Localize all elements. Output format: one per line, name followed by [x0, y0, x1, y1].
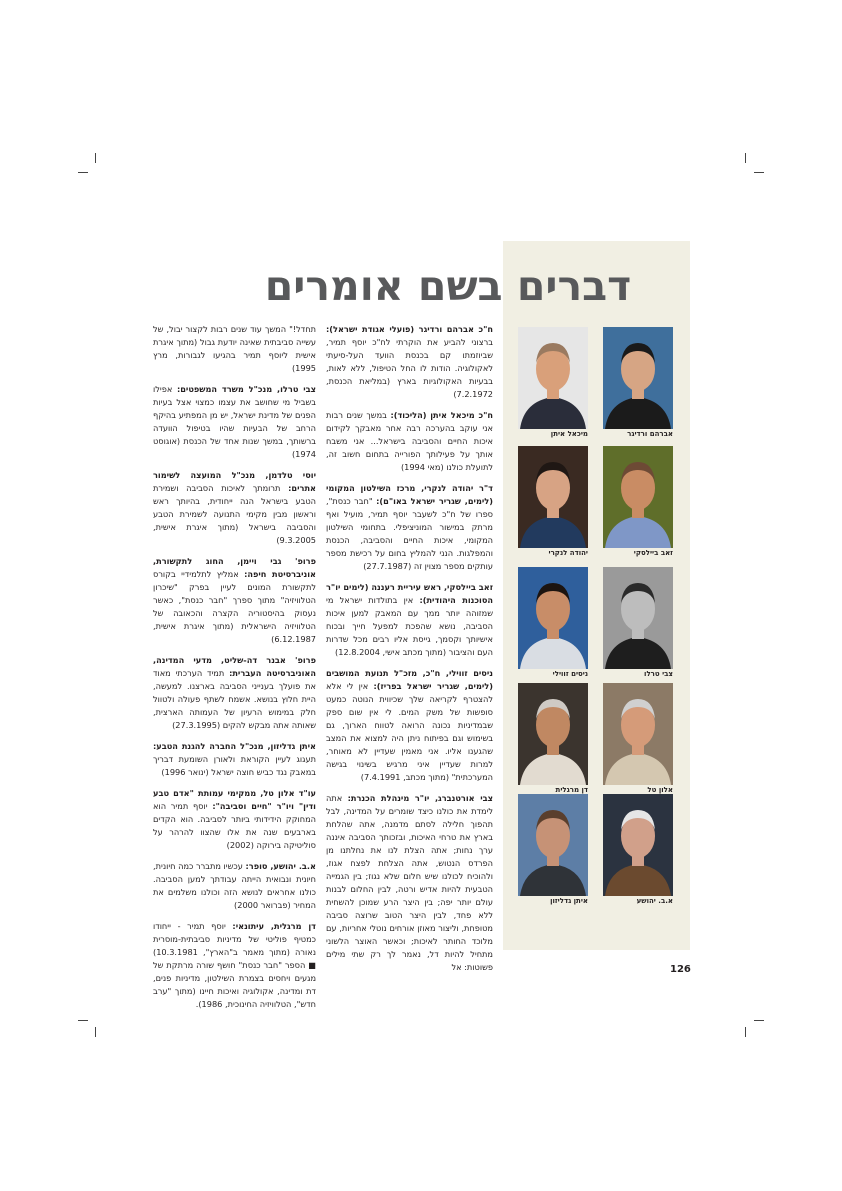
- photo-caption: איתן גדליזון: [550, 897, 588, 905]
- quote-paragraph: [153, 323, 316, 375]
- quote-paragraph: [326, 667, 493, 784]
- quote-text: אמליץ לתלמידיי בקורס לתקשורת המונים לעיין בפרק "שיכרון הטלוויזיה" מתוך ספרך "חבר כנסת", כאשר נעסוק בהיסטוריה הקצרה והכאובה של הטלוויזיה הישראלית (מתוך איגרת אישית, 6.12.1987): [153, 569, 316, 644]
- quote-text: ברצוני להביע את הוקרתי לח"כ יוסף תמיר, שביוזמתו קם בכנסת הוועד העל-סיעתי לאקולוגיה. הודות לו החל הטיפול, ללא לאות, בבעיות האקולוגיות בארץ (במליאת הכנסת, 7.2.1972): [326, 337, 493, 399]
- quote-text: יוסף תמיר - ייחודו כמטיף פוליטי של מדיניות סביבתית-מוסרית נאורה (מתוך מאמר ב"הארץ", 10.3.1981) ■ הספר "חבר כנסת" חושף שורה מרתקת של מגעים ויחסים בצמרת השילטון, מדיניות פנים, דת ומדינה, אקולוגיה ואיכות חיינו (מתוך "ערב חדש", הטלוויזיה החינוכית, 1986).: [153, 921, 316, 1009]
- quote-text: תרומתך לאיכות הסביבה ושמירת הטבע בישראל הנה ייחודית, בהיותך ראש וראשון מבין מקימי התנועה לשמירת הטבע והסביבה בישראל (מתוך איגרת אישית, 9.3.2005): [153, 483, 316, 545]
- quote-text: במשך שנים רבות אני עוקב בהערכה רבה אחר מאבקך לקידום איכות החיים והסביבה בישראל... אני משבח אותך על פעילותך הפורייה בתחום חשוב זה, לתועלת כולנו (מאי 1994): [326, 410, 493, 472]
- photo-caption: א.ב. יהושע: [636, 897, 673, 905]
- photo-caption: אברהם ורדיגר: [627, 430, 673, 438]
- portrait-photo: [518, 567, 588, 669]
- quote-author: איתן גדליזון, מנכ"ל החברה להגנת הטבע:: [153, 741, 316, 751]
- quote-author: ניסים זווילי, ח"כ, מזכ"ל תנועת המושבים (לימים, שגריר ישראל בפריז):: [326, 668, 493, 691]
- quote-text: תחדל!" המשך עוד שנים רבות לקצור יבול, של עשייה סביבתית שאינה יודעת גבול (מתוך איגרת אישית ליוסף תמיר בהגיעו לגבורות, מרץ 1995): [153, 324, 316, 373]
- crop-mark: [78, 172, 88, 173]
- photo-caption: אלון טל: [647, 786, 673, 794]
- page-title: דברים בשם אומרים: [264, 262, 632, 310]
- quote-paragraph: [153, 555, 316, 646]
- quote-author: ד"ר יהודה לנקרי, מרכז השילטון המקומי (לימים, שגריר ישראל באו"ם):: [326, 483, 493, 506]
- quote-text: "חבר כנסת", ספרו של ח"כ לשעבר יוסף תמיר, מועיל ואף מרתק במישור המוניציפלי. בתחומי השילטון המקומי, איכות החיים והסביבה, הכנסת והמפלגות. הנני להמליץ בחום על רכישת מספר עותקים מספר מצוין זה (27.7.1987): [326, 496, 493, 571]
- page-number: 126: [670, 964, 691, 975]
- crop-mark: [745, 153, 746, 163]
- quote-paragraph: [326, 792, 493, 974]
- quote-text: תעגוג לעיין הקוראת ולאורן השומעת דבריך במאבק נגד כביש חוצה ישראל (ינואר 1996): [153, 754, 316, 777]
- portrait-photo: [518, 327, 588, 429]
- crop-mark: [745, 1027, 746, 1037]
- quote-paragraph: [153, 469, 316, 547]
- quote-paragraph: [326, 323, 493, 401]
- crop-mark: [78, 1020, 88, 1021]
- photo-caption: זאב ביילסקי: [633, 549, 673, 557]
- photo-caption: יהודה לנקרי: [548, 549, 588, 557]
- quote-paragraph: [153, 383, 316, 461]
- portrait-photo: [518, 446, 588, 548]
- portrait-photo: [603, 567, 673, 669]
- quote-author: פרופ' אבנר דה-שליט, מדעי המדינה, האוניברסיטה העברית:: [153, 655, 317, 678]
- quote-text: אתה לימדת את כולנו כיצד שומרים על המדינה, לבל תהפוך חלילה לסתם מדמנה, אתה שהלחת בארץ את טרחי האיכות, ובזכותך הסביבה איננה ערך נחות; אתה הצלת לנו את נחלתנו מן הפרדס הנטוש, אתה הצלחת לפצח אגוז, ולהוכיח לכולנו שיש חלום שלא נגוז; בין הגמייה הטבעית להיות אדיש ורטה, לבין החלום לבנות עולם יותר יפה; בין היצר הרע שמוכן להשחית ללא פחד, לבין היצר הטוב שרוצה סביבה מטופחת, וליצור מאוזן אורחים נוטלי אחריות, עם מלוכד החותר לאיכות; וכאשר האוצר הלשוני מתחיל להיות דל, נאמר לך רק שתי מילים פשוטות: אל: [326, 793, 493, 972]
- quotes-column-left: [153, 323, 316, 1019]
- quote-author: פרופ' גבי ויימן, החוג לתקשורת, אוניברסיטת חיפה:: [153, 556, 316, 579]
- portrait-photo: [603, 794, 673, 896]
- quote-text: אין לי אלא להצטרף לקריאה שלך שכיווית הנוטה כמעט סופשות של משק המים. לי אין שום ספק שבמדיניות נכונה הרואה לטווח הארוך, גם בשימוש וגם בפיתוח ניתן היה למצוא את המצב שהגענו אליו. אני מאמין שעדיין לא מאוחר, למרות שעדיין איני מרגיש בשינוי בגישה המערכתית" (מתוך מכתב, 7.4.1991): [326, 681, 493, 782]
- portrait-photo: [603, 327, 673, 429]
- quote-author: עו"ד אלון טל, ממקימי עמותת "אדם טבע ודין" ויו"ר "חיים וסביבה":: [153, 788, 316, 811]
- quote-paragraph: [326, 581, 493, 659]
- crop-mark: [754, 1020, 764, 1021]
- portrait-photo: [518, 683, 588, 785]
- quote-author: צבי טרלו, מנכ"ל משרד המשפטים:: [176, 384, 316, 394]
- quote-author: צבי אורטנברג, יו"ר מינהלת הכנרת:: [347, 793, 493, 803]
- quote-text: עכשיו מתברר כמה חיונית, חיונית ונבואית הייתה עבודתך למען הסביבה. כולנו אחראים לנושא הזה וכולנו משלמים את המחיר (פברואר 2000): [153, 861, 316, 910]
- quote-paragraph: [326, 482, 493, 573]
- quote-author: א.ב. יהושע, סופר:: [245, 861, 316, 871]
- crop-mark: [95, 1027, 96, 1037]
- photo-caption: מיכאל איתן: [550, 430, 588, 438]
- quote-author: יוסי טלדמן, מנכ"ל המועצה לשימור אתרים:: [153, 470, 316, 493]
- quote-paragraph: [153, 654, 316, 732]
- quote-author: ח"כ אברהם ורדיגר (פועלי אגודת ישראל):: [326, 324, 493, 334]
- quote-text: אין בתולדות ישראל מי שמזוהה יותר ממך עם המאבק למען איכות הסביבה, נושא שהפכת למפעל חייך ובכוח אישיותך וקסמך, גייסת אליו רבים מכל שדרות העם והציבור (מתוך מכתב אישי, 12.8.2004): [326, 595, 493, 657]
- crop-mark: [95, 153, 96, 163]
- quote-paragraph: [153, 787, 316, 852]
- quote-author: דן מרגלית, עיתונאי:: [232, 921, 316, 931]
- photo-caption: דן מרגלית: [555, 786, 588, 794]
- quote-paragraph: [153, 920, 316, 1011]
- quote-text: תמיד הערכתי מאוד את פועלך בענייני הסביבה בארצנו. למעשה, היית חלוץ בנושא. אשמח לשתף פעולה ולטוול חלק במימוש הרעיון של העמותה הארצית, שאותה אתה מבקש להקים (27.3.1995): [153, 668, 316, 730]
- quote-paragraph: [153, 860, 316, 912]
- portrait-photo: [603, 683, 673, 785]
- photo-caption: צבי טרלו: [644, 670, 673, 678]
- quotes-column-right: [326, 323, 493, 982]
- quote-author: ח"כ מיכאל איתן (הליכוד):: [390, 410, 493, 420]
- quote-paragraph: [326, 409, 493, 474]
- quote-text: יוסף תמיר הוא המחוקק הידידותי ביותר לסביבה. הוא הקדים בארבעים שנה את אלו שהצוו להרהר על סוליטיקה בירוקה (2002): [153, 801, 316, 850]
- quote-text: אפילו בשביל מי שחושב את עצמו כמצוי אצל בעיות הפנים של מדינת ישראל, יש מן המפתיע בהיקף הרחב של הבעיות שהיו בטיפול הוועדה ברשותך, במשך שנות אחד של הכנסת (אוגוסט 1974): [153, 384, 316, 459]
- portrait-photo: [603, 446, 673, 548]
- photo-caption: ניסים זווילי: [552, 670, 588, 678]
- quote-author: זאב ביילסקי, ראש עיריית רעננה (לימים יו"ר הסוכנות היהודית):: [326, 582, 494, 605]
- portrait-photo: [518, 794, 588, 896]
- quote-paragraph: [153, 740, 316, 779]
- crop-mark: [754, 172, 764, 173]
